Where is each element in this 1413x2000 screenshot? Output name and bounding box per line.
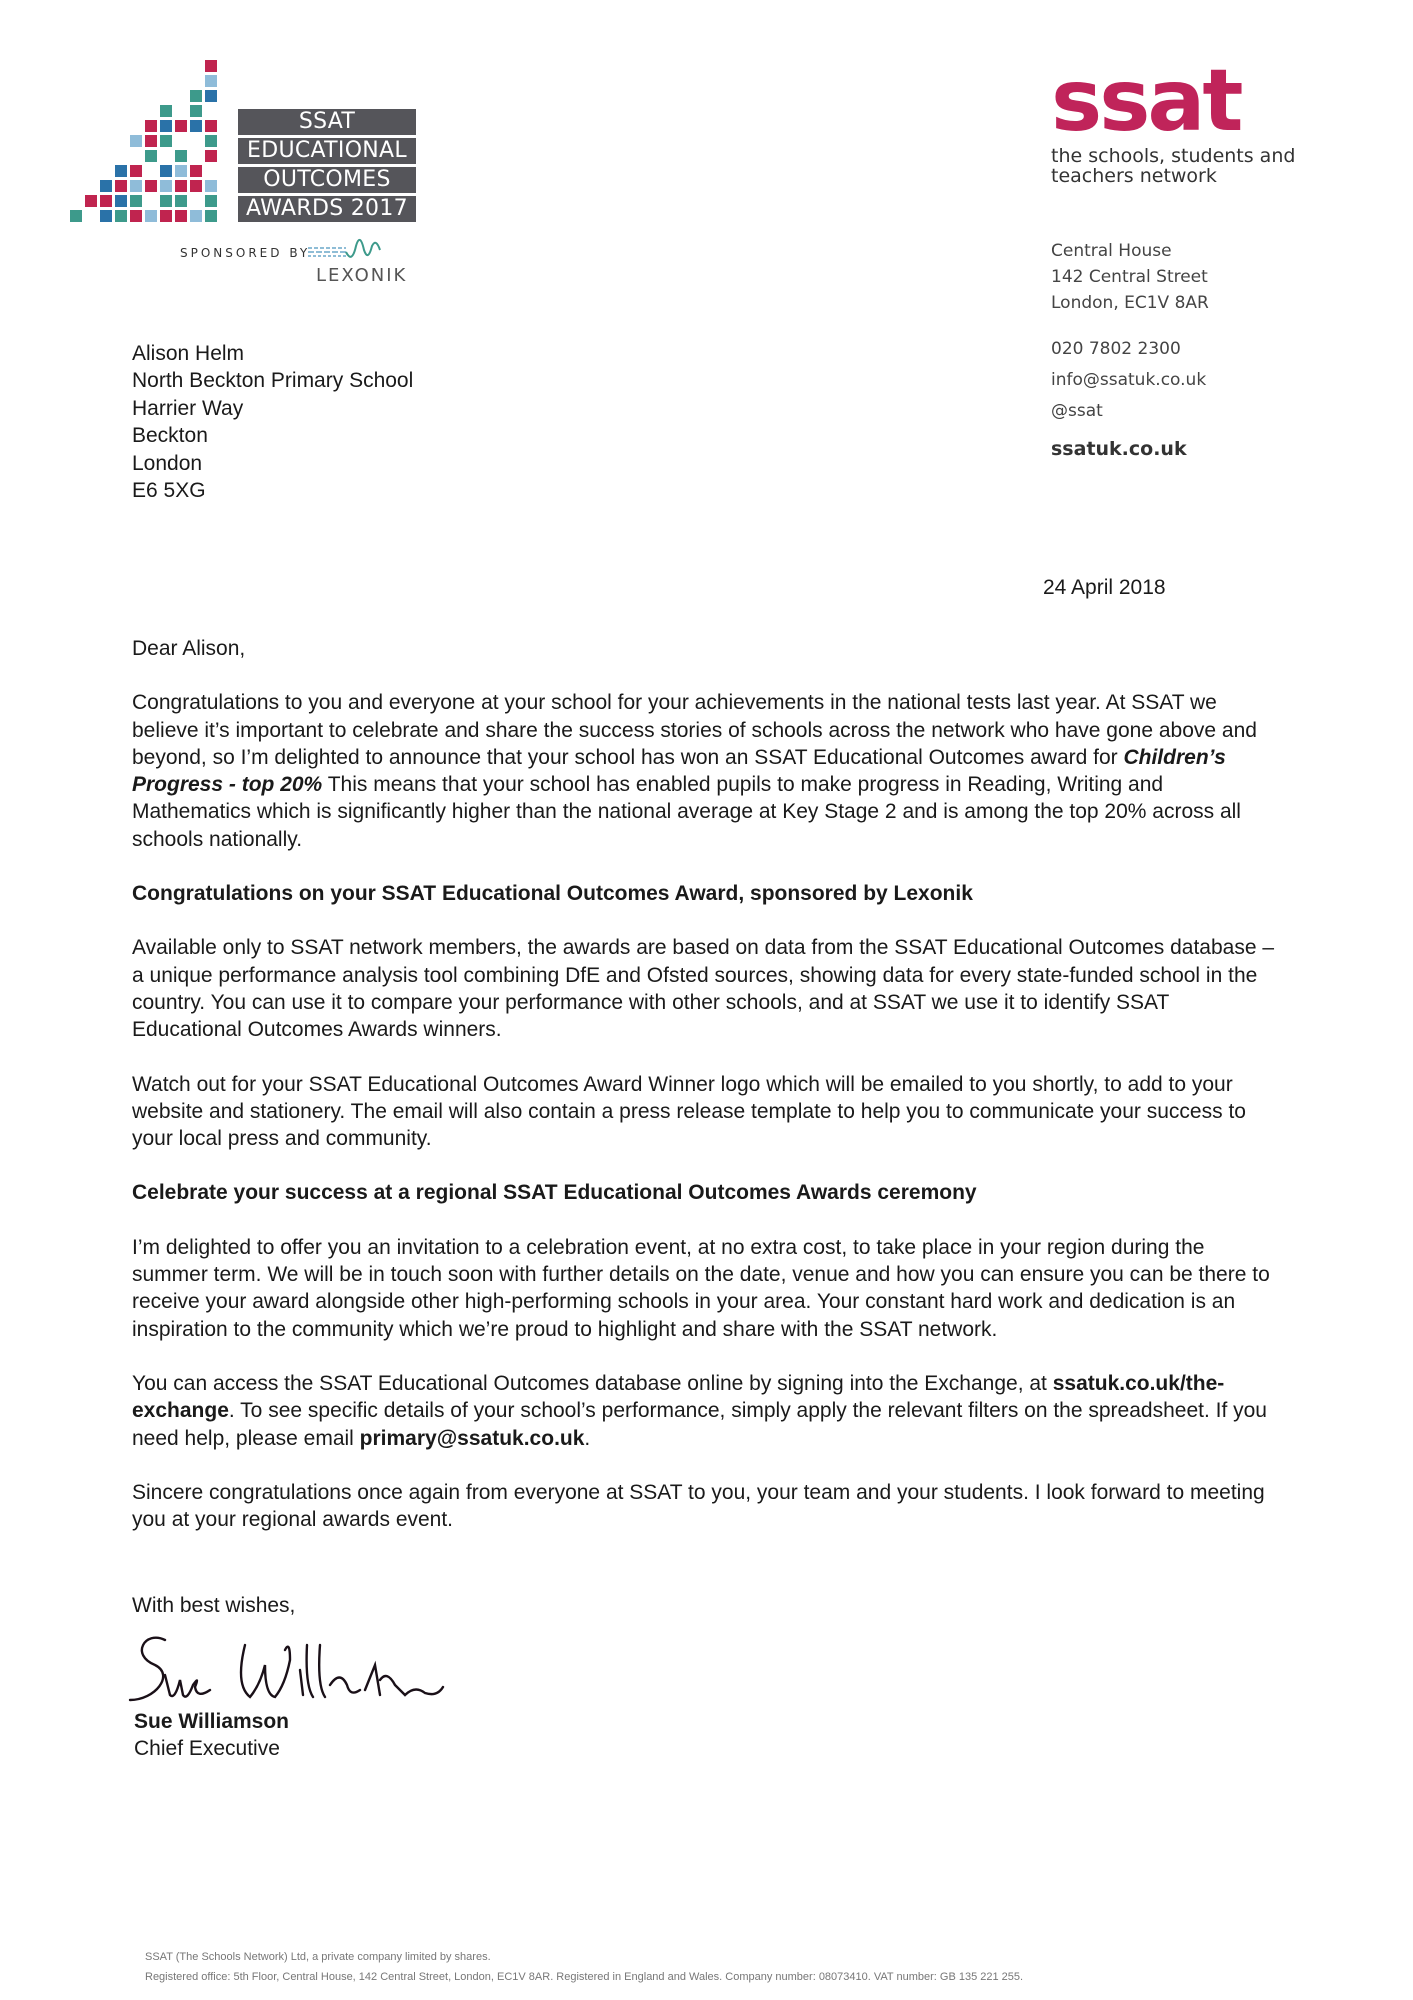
award-title-panel [238, 109, 416, 225]
mosaic-square [175, 120, 187, 132]
sender-address [1051, 238, 1209, 316]
signer-block [134, 1708, 289, 1762]
mosaic-square [115, 195, 127, 207]
ssat-brand [1051, 51, 1351, 187]
mosaic-square [130, 180, 142, 192]
signature-image [125, 1625, 505, 1710]
recipient-address [132, 340, 413, 504]
mosaic-square [145, 210, 157, 222]
mosaic-square [145, 120, 157, 132]
mosaic-square [160, 120, 172, 132]
mosaic-square [205, 150, 217, 162]
letter-date: 24 April 2018 [1043, 576, 1166, 599]
mosaic-square [160, 165, 172, 177]
mosaic-square [160, 105, 172, 117]
paragraph-3: Watch out for your SSAT Educational Outcomes Award Winner logo which will be emailed to you shortly, to add to your website and stationery. The email will also contain a press release template to help you to communicate your success to your local press and community. [132, 1072, 1246, 1151]
phone-number: 020 7802 2300 [1051, 339, 1181, 359]
ssat-logo: ssat [1051, 51, 1241, 151]
address-line: 142 Central Street [1051, 267, 1208, 287]
award-title-line: OUTCOMES [238, 167, 416, 193]
footer-line: Registered office: 5th Floor, Central House, 142 Central Street, London, EC1V 8AR. Registered in England and Wales. Company number: 08073410. VAT number: GB 135 221 255. [145, 1971, 1024, 1983]
recipient-line: Beckton [132, 424, 208, 448]
mosaic-square [115, 165, 127, 177]
text: You can access the SSAT Educational Outcomes database online by signing into the Exchange, at [132, 1371, 1053, 1395]
mosaic-square [145, 180, 157, 192]
recipient-line: E6 5XG [132, 479, 206, 503]
mosaic-square [190, 180, 202, 192]
award-category: Children’s Progress - top 20% [132, 745, 1226, 797]
mosaic-square [190, 210, 202, 222]
paragraph-4: I’m delighted to offer you an invitation to a celebration event, at no extra cost, to take place in your region during the summer term. We will be in touch soon with further details on the date, venue and how you can ensure you can be there to receive your award alongside other high-performing schools in your area. Your constant hard work and dedication is an inspiration to the community which we’re proud to highlight and share with the SSAT network. [132, 1235, 1270, 1341]
legal-footer [145, 1947, 1023, 1987]
mosaic-square [190, 105, 202, 117]
recipient-line: Alison Helm [132, 342, 245, 365]
address-line: Central House [1051, 241, 1172, 261]
award-title-line: EDUCATIONAL [238, 138, 416, 164]
paragraph-1 [132, 689, 1282, 853]
text: . To see specific details of your school’s performance, simply apply the relevant filters on the spreadsheet. If you need help, please email [132, 1399, 1267, 1450]
footer-line: SSAT (The Schools Network) Ltd, a private company limited by shares. [145, 1951, 491, 1963]
mosaic-square [160, 180, 172, 192]
mosaic-square [190, 165, 202, 177]
text: This means that your school has enabled pupils to make progress in Reading, Writing and Mathematics which is significantly higher than the national average at Key Stage 2 and is among the top 20% across all schools nationally. [132, 773, 1241, 851]
mosaic-square [130, 165, 142, 177]
paragraph-5 [132, 1370, 1282, 1452]
text: Congratulations to you and everyone at your school for your achievements in the national tests last year. At SSAT we believe it’s important to celebrate and share the success stories of schools across the network who have gone above and beyond, so I’m delighted to announce that your school has won an SSAT Educational Outcomes award for [132, 691, 1257, 769]
address-line: London, EC1V 8AR [1051, 293, 1209, 313]
mosaic-square [205, 195, 217, 207]
mosaic-square [100, 195, 112, 207]
mosaic-square [160, 195, 172, 207]
mosaic-square [175, 210, 187, 222]
recipient-line: Harrier Way [132, 396, 244, 420]
email-address[interactable]: info@ssatuk.co.uk [1051, 370, 1207, 390]
mosaic-square [205, 60, 217, 72]
support-email-link[interactable]: primary@ssatuk.co.uk [359, 1426, 585, 1450]
mosaic-square [190, 120, 202, 132]
website-link[interactable]: ssatuk.co.uk [1051, 438, 1187, 460]
closing: With best wishes, [132, 1594, 296, 1617]
mosaic-square [145, 135, 157, 147]
signer-title: Chief Executive [134, 1737, 280, 1760]
mosaic-square [100, 210, 112, 222]
mosaic-square [115, 180, 127, 192]
tagline-line: the schools, students and [1051, 145, 1296, 167]
exchange-link[interactable]: ssatuk.co.uk/the-exchange [132, 1371, 1225, 1423]
mosaic-square [160, 135, 172, 147]
award-logo [70, 60, 430, 300]
award-title-line: SSAT [238, 109, 416, 135]
twitter-handle[interactable]: @ssat [1051, 401, 1103, 421]
mosaic-square [100, 180, 112, 192]
mosaic-square [160, 210, 172, 222]
recipient-line: London [132, 451, 203, 475]
sponsored-by-label: SPONSORED BY [180, 246, 311, 260]
mosaic-square [205, 180, 217, 192]
mosaic-square [205, 120, 217, 132]
pixel-mosaic-graphic [70, 60, 240, 230]
mosaic-square [175, 165, 187, 177]
mosaic-square [205, 210, 217, 222]
brand-tagline [1051, 146, 1351, 186]
mosaic-square [175, 180, 187, 192]
mosaic-square [70, 210, 82, 222]
salutation: Dear Alison, [132, 637, 246, 660]
text: . [584, 1426, 591, 1450]
mosaic-square [130, 195, 142, 207]
signer-name: Sue Williamson [134, 1710, 290, 1733]
mosaic-square [205, 90, 217, 102]
mosaic-square [190, 90, 202, 102]
award-title-line: AWARDS 2017 [238, 196, 416, 222]
mosaic-square [145, 150, 157, 162]
mosaic-square [175, 150, 187, 162]
lexonik-wave-icon [306, 236, 386, 262]
section-heading: Celebrate your success at a regional SSAT Educational Outcomes Awards ceremony [132, 1181, 977, 1205]
letter-body [132, 635, 1282, 1560]
mosaic-square [130, 210, 142, 222]
mosaic-square [205, 135, 217, 147]
sponsor-name: LEXONIK [316, 265, 408, 286]
paragraph-6: Sincere congratulations once again from everyone at SSAT to you, your team and your students. I look forward to meeting you at your regional awards event. [132, 1480, 1265, 1532]
mosaic-square [130, 135, 142, 147]
mosaic-square [85, 195, 97, 207]
mosaic-square [175, 195, 187, 207]
paragraph-2: Available only to SSAT network members, the awards are based on data from the SSAT Educational Outcomes database – a unique performance analysis tool combining DfE and Ofsted sources, showing data for every state-funded school in the country. You can use it to compare your performance with other schools, and at SSAT we use it to identify SSAT Educational Outcomes Awards winners. [132, 936, 1275, 1042]
mosaic-square [205, 75, 217, 87]
recipient-line: North Beckton Primary School [132, 369, 414, 393]
mosaic-square [115, 210, 127, 222]
tagline-line: teachers network [1051, 165, 1217, 187]
section-heading: Congratulations on your SSAT Educational Outcomes Award, sponsored by Lexonik [132, 882, 973, 906]
sender-contact [1051, 334, 1206, 427]
